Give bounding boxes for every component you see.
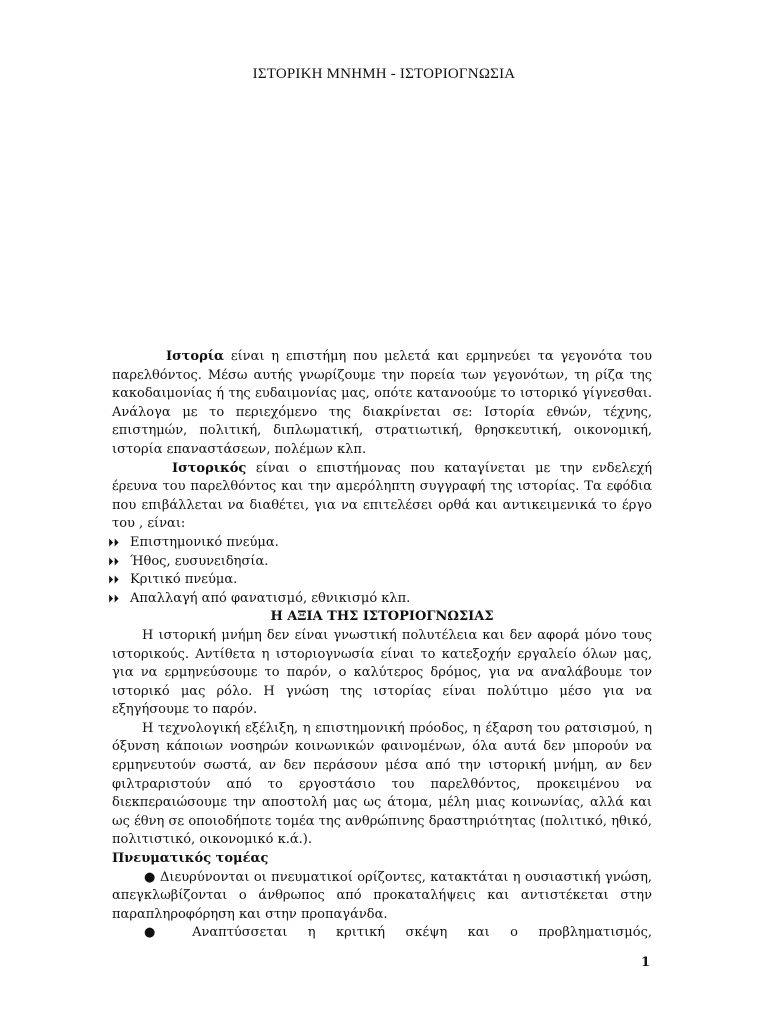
dot-paragraph: ● Αναπτύσσεται η κριτική σκέψη και ο προβληματισμός,	[144, 925, 652, 941]
list-item: ⏵⏵ Κριτικό πνεύμα.	[112, 571, 652, 590]
double-arrow-bullet-icon: ⏵⏵	[108, 573, 119, 587]
subsection-heading: Πνευματικός τομέας	[112, 851, 269, 867]
double-arrow-bullet-icon: ⏵⏵	[108, 535, 119, 549]
term-history: Ιστορία	[166, 349, 225, 364]
paragraph-technology: Η τεχνολογική εξέλιξη, η επιστημονική πρόοδος, η έξαρση του ρατσισμού, η όξυνση κάποιων νοσηρών κοινωνικών φαινομένων, όλα αυτά δεν μπορούν να ερμηνευτούν σωστά, αν δεν περάσουν μέσα από την ιστορική μνήμη, αν δεν φιλτραριστούν από το εργοστάσιο του παρελθόντος, προκειμένου να διεκπεραιώσουμε την αποστολή μας ως άτομα, μέλη μιας κοινωνίας, αλλά και ως έθνη σε οποιοδήποτε τομέα της ανθρώπινης δραστηριότητας (πολιτικό, ηθικό, πολιτιστικό, οικονομικό κ.ά.).	[112, 720, 652, 848]
paragraph-text: είναι ο επιστήμονας που καταγίνεται με την ενδελεχή έρευνα του παρελθόντος και την αμερόληπτη συγγραφή της ιστορίας. Τα εφόδια που επιβάλλεται να διαθέτει, για να επιτελέσει ορθά και αντικειμενικά το έργο του , είναι:	[112, 460, 652, 532]
paragraph-history-definition	[112, 348, 652, 460]
document-body	[108, 348, 652, 943]
bullet-list	[108, 534, 652, 608]
double-arrow-bullet-icon: ⏵⏵	[108, 554, 119, 568]
paragraph-historian-definition	[112, 460, 652, 534]
double-arrow-bullet-icon: ⏵⏵	[108, 591, 119, 605]
section-heading: Η ΑΞΙΑ ΤΗΣ ΙΣΤΟΡΙΟΓΝΩΣΙΑΣ	[270, 609, 494, 625]
dot-paragraph: ● Διευρύνονται οι πνευματικοί ορίζοντες, κατακτάται η ουσιαστική γνώση, απεγκλωβίζονται ο άνθρωπος από προκαταλήψεις και αντιστέκεται στην παραπληροφόρηση και στην προπαγάνδα.	[112, 869, 652, 922]
term-historian: Ιστορικός	[172, 460, 247, 476]
list-item: ⏵⏵ Επιστημονικό πνεύμα.	[112, 534, 652, 553]
page-title: ΙΣΤΟΡΙΚΗ ΜΝΗΜΗ - ΙΣΤΟΡΙΟΓΝΩΣΙΑ	[252, 66, 516, 82]
bullet-dot-icon: ●	[144, 925, 172, 941]
list-item: ⏵⏵ Απαλλαγή από φανατισμό, εθνικισμό κλπ.	[112, 590, 652, 609]
page-number: 1	[640, 955, 650, 970]
paragraph-value: Η ιστορική μνήμη δεν είναι γνωστική πολυτέλεια και δεν αφορά μόνο τους ιστορικούς. Αντίθετα η ιστοριογνωσία είναι το κατεξοχήν εργαλείο όλων μας, για να ερμηνεύσουμε το παρόν, ο καλύτερος δρόμος, για να αναλάβουμε τον ιστορικό μας ρόλο. Η γνώση της ιστορίας είναι πολύτιμο μέσο για να εξηγήσουμε το παρόν.	[112, 627, 652, 718]
bullet-dot-icon: ●	[144, 869, 156, 885]
paragraph-text: είναι η επιστήμη που μελετά και ερμηνεύει τα γεγονότα του παρελθόντος. Μέσω αυτής γνωρίζουμε την πορεία των γεγονότων, τη ρίζα της κακοδαιμονίας ή της ευδαιμονίας μας, οπότε κατανοούμε το ιστορικό γίγνεσθαι. Ανάλογα με το περιεχόμενο της διακρίνεται σε: Ιστορία εθνών, τέχνης, επιστημών, πολιτική, διπλωματική, στρατιωτική, θρησκευτική, οικονομική, ιστορία επαναστάσεων, πολέμων κλπ.	[112, 349, 652, 457]
list-item: ⏵⏵ Ήθος, ευσυνειδησία.	[112, 553, 652, 572]
